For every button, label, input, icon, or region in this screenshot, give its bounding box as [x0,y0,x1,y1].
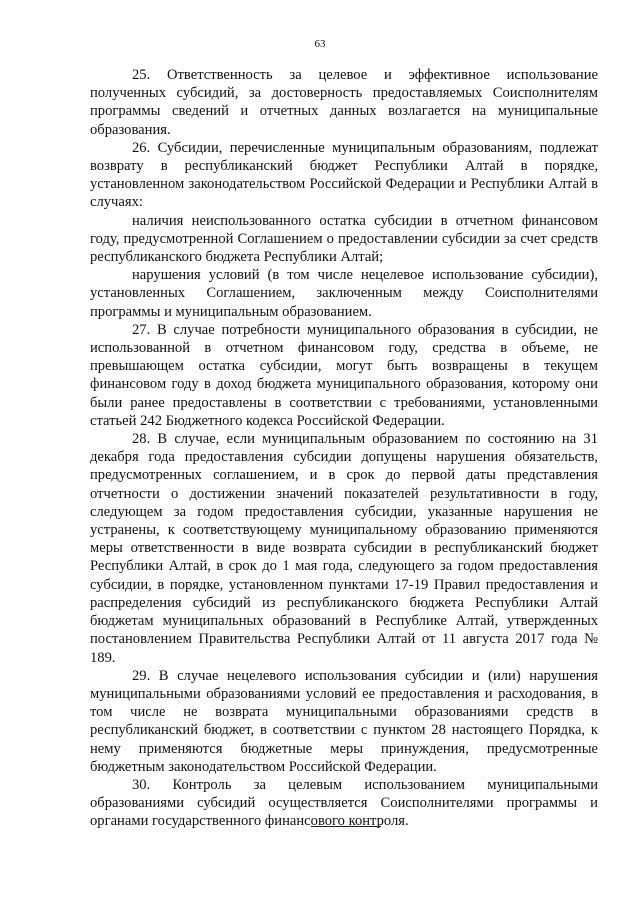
paragraph-25: 25. Ответственность за целевое и эффективное использование полученных субсидий, за достоверность предоставляемых Соисполнителям программы сведений и отчетных данных возлагается на муниципальные образования. [90,67,598,138]
document-body [90,66,598,831]
end-of-text-divider [311,826,381,827]
paragraph-26-case-2: нарушения условий (в том числе нецелевое использование субсидии), установленных Соглашением, заключенным между Соисполнителями программы и муниципальным образованием. [90,267,598,320]
page-number: 63 [314,38,326,50]
paragraph-27: 27. В случае потребности муниципального образования в субсидии, не использованной в отчетном финансовом году, средства в объеме, не превышающем остатка субсидии, могут быть возвращены в текущем финансовом году в доход бюджета муниципального образования, которому они были ранее предоставлены в соответствии с требованиями, установленными статьей 242 Бюджетного кодекса Российской Федерации. [90,321,598,429]
paragraph-30: 30. Контроль за целевым использованием муниципальными образованиями субсидий осуществляется Соисполнителями программы и органами государственного финансового контроля. [90,776,598,830]
paragraph-26-case-1: наличия неиспользованного остатка субсидии в отчетном финансовом году, предусмотренной Соглашением о предоставлении субсидии за счет средств республиканского бюджета Республики Алтай; [90,212,598,266]
paragraph-26: 26. Субсидии, перечисленные муниципальным образованиям, подлежат возврату в республиканский бюджет Республики Алтай в порядке, установленном законодательством Российской Федерации и Республики Алтай в случаях: [90,139,598,211]
paragraph-28: 28. В случае, если муниципальным образованием по состоянию на 31 декабря года предоставления субсидии допущены нарушения обязательств, предусмотренных соглашением, и в срок до первой даты представления отчетности о достижении значений показателей результативности в году, следующем за годом предоставления субсидии, указанные нарушения не устранены, к соответствующему муниципальному образованию применяются меры ответственности в виде возврата субсидии в республиканский бюджет Республики Алтай, в срок до 1 мая года, следующего за годом предоставления субсидии, в порядке, установленном пунктами 17-19 Правил предоставления и распределения субсидий из республиканского бюджета Республики Алтай бюджетам муниципальных образований в Республике Алтай, утвержденных постановлением Правительства Республики Алтай от 11 августа 2017 года № 189. [90,431,598,666]
paragraph-29: 29. В случае нецелевого использования субсидии и (или) нарушения муниципальными образованиями условий ее предоставления и расходования, в том числе не возврата муниципальными образованиями средств в республиканский бюджет, в соответствии с пунктом 28 настоящего Порядка, к нему применяются бюджетные меры принуждения, предусмотренные бюджетным законодательством Российской Федерации. [90,667,598,775]
